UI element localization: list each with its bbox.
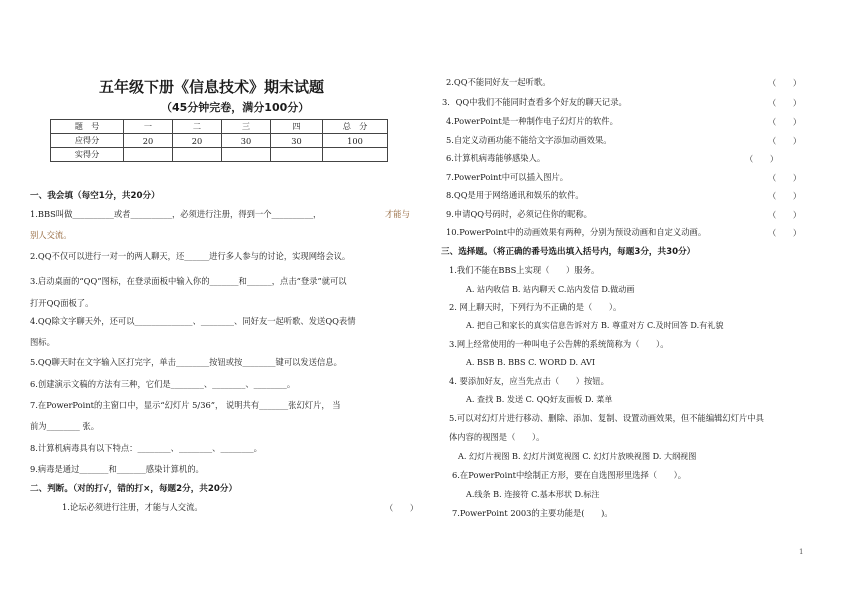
score-table-actual-row (51, 148, 388, 162)
fill-line: 9.病毒是通过_______和_______感染计算机的。 (30, 464, 204, 474)
table-cell: 三 (222, 120, 271, 134)
options-line: A. 把自己和家长的真实信息告诉对方 B. 尊重对方 C.及时回答 D.有礼貌 (466, 320, 724, 330)
question-line: 3.网上经常使用的一种叫电子公告牌的系统简称为（ ）。 (449, 339, 669, 349)
section1-heading: 一、我会填（每空1分，共20分） (30, 191, 160, 201)
fill-line: 才能与 (385, 209, 410, 219)
page-subtitle: （45分钟完卷，满分100分） (161, 101, 310, 114)
judge-item: 1.论坛必须进行注册，才能与人交流。 (62, 502, 203, 512)
judge-item: 2.QQ不能同好友一起听歌。 (446, 77, 551, 87)
answer-paren[interactable]: （ ） (768, 136, 802, 146)
section2-heading: 二、判断。（对的打√，错的打×，每题2分，共20分） (30, 484, 238, 494)
table-cell[interactable] (124, 148, 173, 162)
judge-item: 5.自定义动画功能不能给文字添加动画效果。 (446, 135, 612, 145)
answer-paren[interactable]: （ ） (768, 78, 802, 88)
table-cell: 总 分 (323, 120, 388, 134)
question-line: 2. 网上聊天时，下列行为不正确的是（ ）。 (449, 302, 622, 312)
answer-paren[interactable]: （ ） (745, 154, 779, 164)
judge-item: 7.PowerPoint中可以插入图片。 (446, 172, 569, 182)
question-line: 体内容的视图是（ ）。 (449, 432, 545, 442)
fill-line: 6.创建演示文稿的方法有三种，它们是________、________、________。 (30, 379, 296, 389)
answer-paren[interactable]: （ ） (768, 228, 802, 238)
section3-heading: 三、选择题。（将正确的番号选出填入括号内，每题3分，共30分） (441, 247, 696, 257)
table-cell: 二 (173, 120, 222, 134)
answer-paren[interactable]: （ ） (768, 117, 802, 127)
fill-line: 1.BBS叫做__________或者__________，必须进行注册，得到一个__________， (30, 209, 322, 219)
table-cell: 实得分 (51, 148, 124, 162)
answer-paren[interactable]: （ ） (768, 191, 802, 201)
table-cell[interactable] (271, 148, 323, 162)
options-line: A.线条 B. 连接符 C.基本形状 D.标注 (466, 489, 600, 499)
question-line: 6.在PowerPoint中绘制正方形，要在自选图形里选择（ ）。 (452, 470, 687, 480)
options-line: A. BSB B. BBS C. WORD D. AVI (466, 357, 596, 367)
page-number: 1 (799, 548, 804, 556)
fill-line: 别人交流。 (30, 230, 72, 240)
fill-line: 图标。 (30, 337, 55, 347)
judge-item: 10.PowerPoint中的动画效果有两种，分别为预设动画和自定义动画。 (446, 227, 707, 237)
fill-line: 2.QQ不仅可以进行一对一的两人聊天，还______进行多人参与的讨论，实现网络会议。 (30, 251, 351, 261)
judge-item: 8.QQ是用于网络通讯和娱乐的软件。 (446, 190, 584, 200)
score-table-should-row (51, 134, 388, 148)
options-line: A. 幻灯片视图 B. 幻灯片浏览视图 C. 幻灯片放映视图 D. 大纲视图 (458, 451, 697, 461)
table-cell: 四 (271, 120, 323, 134)
table-cell[interactable] (222, 148, 271, 162)
fill-line: 5.QQ聊天时在文字输入区打完字，单击________按钮或按________键可以发送信息。 (30, 357, 342, 367)
judge-item: 9.申请QQ号码时，必须记住你的昵称。 (446, 209, 592, 219)
fill-line: 4.QQ除文字聊天外，还可以______________、________、同好友一起听歌、发送QQ表情 (30, 316, 356, 326)
judge-item: 6.计算机病毒能够感染人。 (446, 153, 546, 163)
table-cell: 题 号 (51, 120, 124, 134)
fill-line: 8.计算机病毒具有以下特点：________、________、________。 (30, 443, 262, 453)
fill-line: 打开QQ面板了。 (30, 298, 94, 308)
fill-line: 7.在PowerPoint的主窗口中，显示“幻灯片 5/36”， 说明共有_______张幻灯片， 当 (30, 400, 341, 410)
question-line: 4. 要添加好友，应当先点击（ ）按钮。 (449, 376, 609, 386)
score-table (50, 119, 388, 162)
fill-line: 前为________ 张。 (30, 421, 100, 431)
page-title: 五年级下册《信息技术》期末试题 (99, 78, 325, 96)
options-line: A. 查找 B. 发送 C. QQ好友面板 D. 菜单 (466, 394, 613, 404)
answer-paren[interactable]: （ ） (768, 173, 802, 183)
table-cell: 应得分 (51, 134, 124, 148)
table-cell[interactable] (323, 148, 388, 162)
table-cell[interactable] (173, 148, 222, 162)
question-line: 1.我们不能在BBS上实现（ ）服务。 (449, 265, 600, 275)
fill-line: 3.启动桌面的“QQ”图标，在登录面板中输入你的_______和______，点击“登录”就可以 (30, 276, 347, 286)
judge-item: 3．QQ中我们不能同时查看多个好友的聊天记录。 (442, 97, 627, 107)
table-cell: 20 (124, 134, 173, 148)
judge-item: 4.PowerPoint是一种制作电子幻灯片的软件。 (446, 116, 618, 126)
table-cell: 100 (323, 134, 388, 148)
table-cell: 20 (173, 134, 222, 148)
table-cell: 一 (124, 120, 173, 134)
answer-paren[interactable]: （ ） (385, 503, 419, 513)
score-table-header-row (51, 120, 388, 134)
question-line: 7.PowerPoint 2003的主要功能是( )。 (452, 508, 613, 518)
table-cell: 30 (271, 134, 323, 148)
answer-paren[interactable]: （ ） (768, 210, 802, 220)
question-line: 5.可以对幻灯片进行移动、删除、添加、复制、设置动画效果，但不能编辑幻灯片中具 (449, 413, 764, 423)
options-line: A. 站内收信 B. 站内聊天 C.站内发信 D.做动画 (466, 284, 635, 294)
table-cell: 30 (222, 134, 271, 148)
answer-paren[interactable]: （ ） (768, 98, 802, 108)
